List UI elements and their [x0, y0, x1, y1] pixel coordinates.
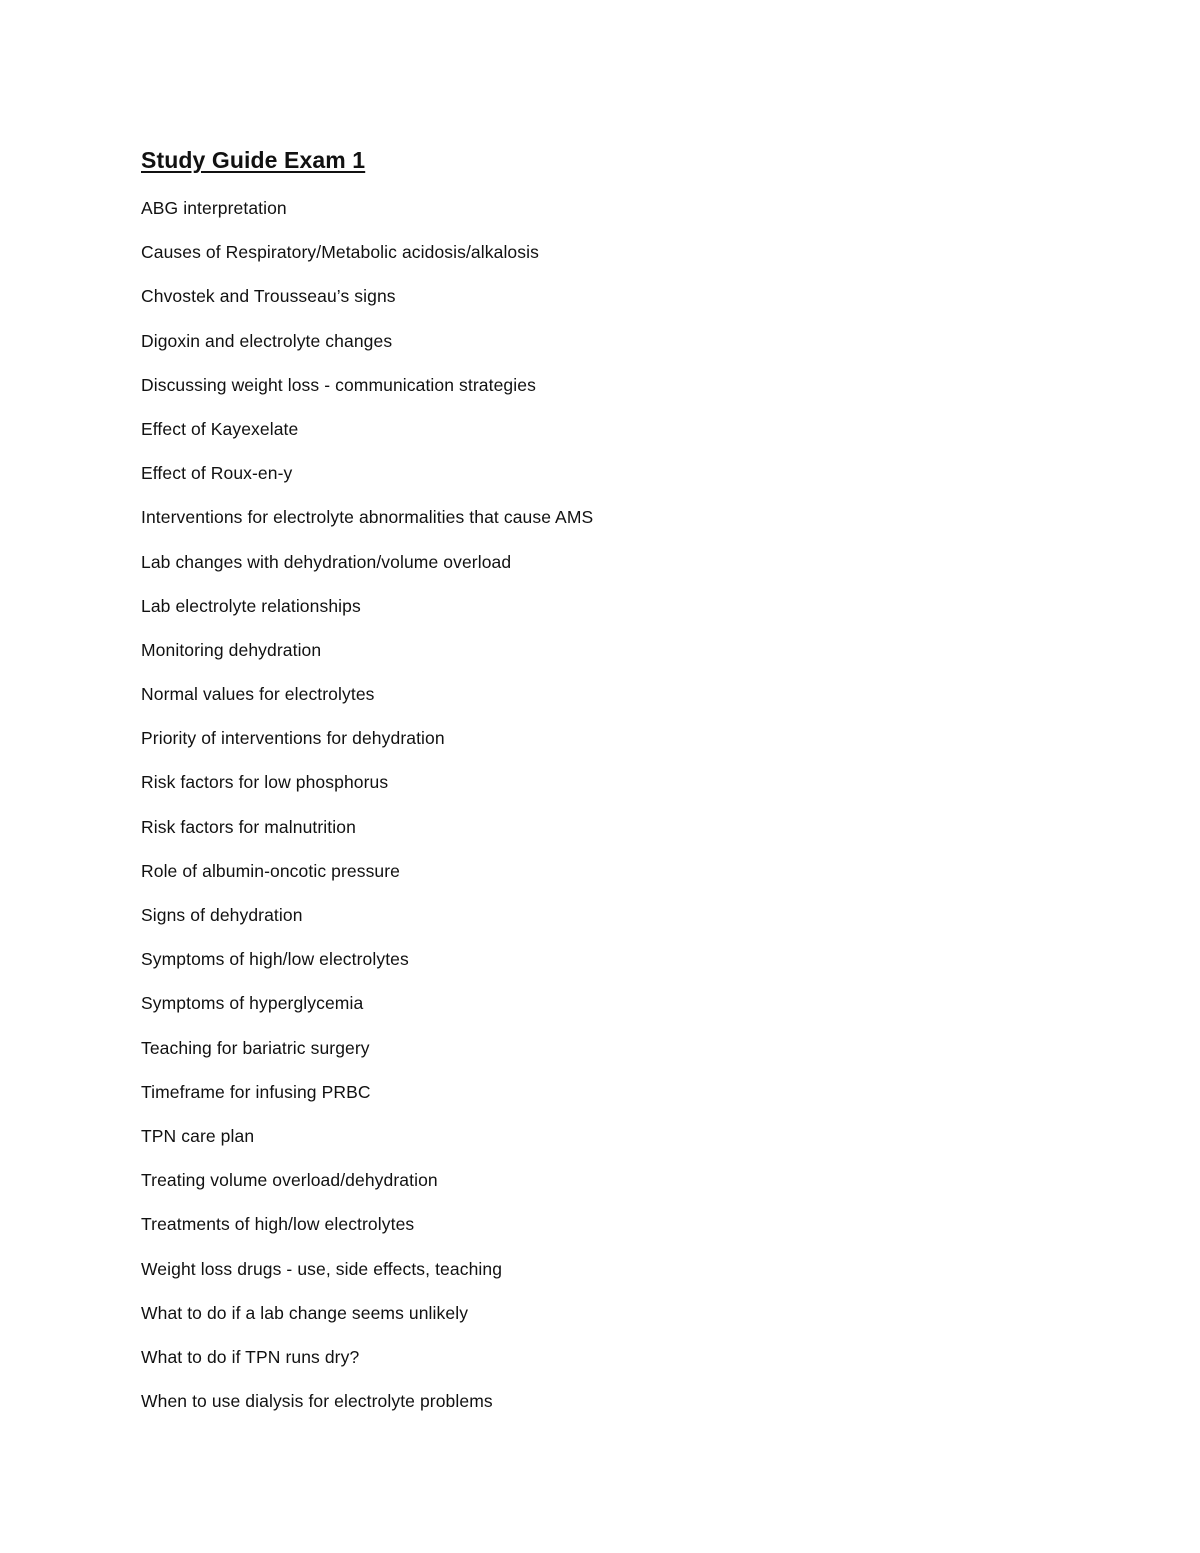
topic-item: Treating volume overload/dehydration	[141, 1170, 438, 1191]
topic-item: Chvostek and Trousseau’s signs	[141, 286, 396, 307]
topic-item: Weight loss drugs - use, side effects, teaching	[141, 1258, 503, 1279]
topic-item: Lab electrolyte relationships	[141, 595, 361, 616]
topic-item: Causes of Respiratory/Metabolic acidosis/alkalosis	[141, 242, 539, 263]
topic-item: Lab changes with dehydration/volume overload	[141, 551, 512, 572]
page-title: Study Guide Exam 1	[141, 147, 366, 173]
topic-item: What to do if a lab change seems unlikely	[141, 1302, 469, 1323]
topic-item: Effect of Kayexelate	[141, 418, 299, 439]
topic-item: When to use dialysis for electrolyte problems	[141, 1391, 493, 1412]
topic-item: Role of albumin-oncotic pressure	[141, 860, 401, 881]
topic-item: Treatments of high/low electrolytes	[141, 1214, 415, 1235]
topic-item: Risk factors for malnutrition	[141, 816, 356, 837]
topic-item: Normal values for electrolytes	[141, 684, 375, 705]
topic-item: ABG interpretation	[141, 198, 287, 218]
topic-item: TPN care plan	[141, 1125, 255, 1146]
document-content	[141, 142, 1141, 1423]
topic-list	[141, 186, 1141, 1423]
topic-item: Symptoms of high/low electrolytes	[141, 949, 409, 970]
topic-item: Teaching for bariatric surgery	[141, 1037, 370, 1058]
topic-item: Timeframe for infusing PRBC	[141, 1081, 371, 1102]
topic-item: Priority of interventions for dehydration	[141, 728, 445, 749]
topic-item: Symptoms of hyperglycemia	[141, 993, 364, 1014]
topic-item: Interventions for electrolyte abnormalities that cause AMS	[141, 507, 594, 528]
topic-item: Risk factors for low phosphorus	[141, 772, 389, 793]
topic-item: What to do if TPN runs dry?	[141, 1346, 360, 1367]
topic-item: Discussing weight loss - communication strategies	[141, 374, 536, 395]
topic-item: Digoxin and electrolyte changes	[141, 330, 393, 351]
topic-item: Signs of dehydration	[141, 905, 303, 925]
topic-item: Monitoring dehydration	[141, 639, 322, 660]
topic-item: Effect of Roux-en-y	[141, 463, 293, 484]
